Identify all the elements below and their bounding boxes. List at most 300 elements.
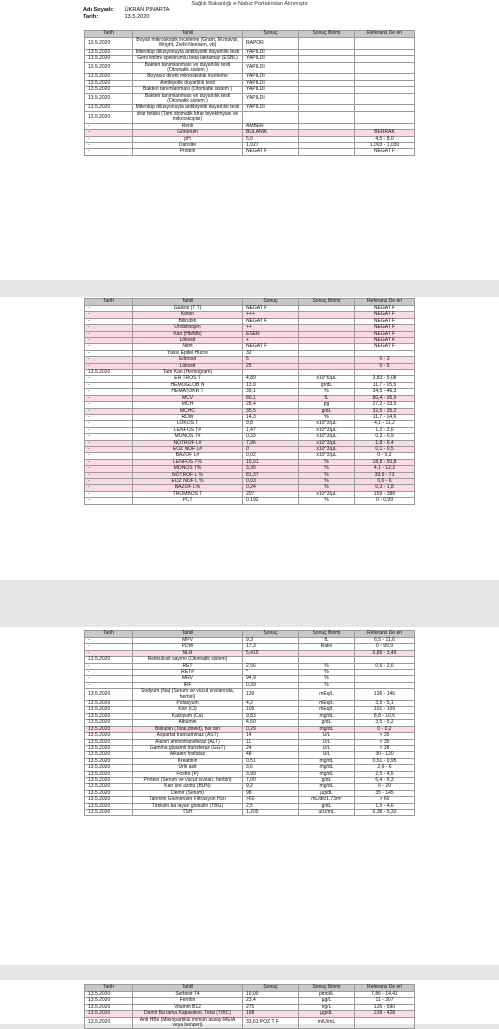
result-cell: 7,00: [243, 777, 299, 783]
date-cell: 13.5.2020: [85, 765, 133, 771]
date-cell: 13.5.2020: [85, 790, 133, 796]
unit-cell: %: [299, 485, 355, 491]
unit-cell: x10^3/µL: [299, 427, 355, 433]
test-name-cell: NÖTROF L %: [133, 472, 243, 478]
result-cell: 5,415: [243, 650, 299, 656]
result-cell: 25: [243, 363, 299, 369]
result-cell: 105: [243, 707, 299, 713]
result-cell: 24: [243, 745, 299, 751]
reference-cell: 6,4 - 8,3: [355, 777, 415, 783]
column-header: Tahlil: [133, 985, 243, 992]
date-cell: 13.5.2020: [85, 370, 133, 376]
test-name-cell: PDW: [133, 644, 243, 650]
table-row: [85, 111, 415, 123]
test-name-cell: MPV: [133, 638, 243, 644]
result-cell: 98: [243, 790, 299, 796]
column-header: Tahlil: [133, 631, 243, 638]
date-cell: -: [85, 650, 133, 656]
reference-cell: 39,9 - 73: [355, 472, 415, 478]
result-cell: 7,96: [243, 440, 299, 446]
result-cell: YAPILDI: [243, 49, 299, 55]
reference-cell: 0 - 0,2: [355, 726, 415, 732]
date-cell: -: [85, 440, 133, 446]
reference-cell: 11,7 - 15,5: [355, 382, 415, 388]
test-name-cell: pH: [133, 136, 243, 142]
result-cell: YAPILDI: [243, 62, 299, 74]
date-cell: 13.5.2020: [85, 38, 133, 50]
column-header: Sonuç Birimi: [299, 631, 355, 638]
test-name-cell: Bakteri tanımlanması ve duyarlılık testi (Otomatik sistem ): [133, 62, 243, 74]
test-name-cell: Geni letilmi spektrumlu beta laktamaz (ESBL): [133, 56, 243, 62]
unit-cell: x10^3/µL: [299, 446, 355, 452]
reference-cell: < 35: [355, 739, 415, 745]
unit-cell: µg/dL: [299, 1011, 355, 1017]
report-page-3: [0, 627, 499, 965]
table-row: [85, 149, 415, 155]
date-cell: -: [85, 670, 133, 676]
reference-cell: 2,6 - 6: [355, 765, 415, 771]
result-cell: 17,3: [243, 644, 299, 650]
result-cell: >60: [243, 797, 299, 803]
test-name-cell: EOZ NOF L %: [133, 478, 243, 484]
date-cell: 13.5.2020: [85, 1004, 133, 1010]
date-cell: 13.5.2020: [85, 739, 133, 745]
result-cell: 48: [243, 752, 299, 758]
unit-cell: U/L: [299, 733, 355, 739]
column-header: Sonuç: [243, 985, 299, 992]
reference-cell: > 60: [355, 797, 415, 803]
test-name-cell: Mikrotüp dilüsyonuyla antibiyotik duyarlılık testi: [133, 105, 243, 111]
unit-cell: mEq/L: [299, 701, 355, 707]
result-cell: 9,83: [243, 713, 299, 719]
test-name-cell: PCT: [133, 498, 243, 504]
result-cell: 1,47: [243, 427, 299, 433]
test-name-cell: Görünüm: [133, 130, 243, 136]
date-cell: -: [85, 472, 133, 478]
unit-cell: %: [299, 478, 355, 484]
test-name-cell: Alanin aminotransferaz (ALT): [133, 739, 243, 745]
result-cell: 15,01: [243, 459, 299, 465]
result-cell: NEGAT F: [243, 306, 299, 312]
test-name-cell: Mikrotüp dilüsyonuyla antibiyotik duyarlılık testi: [133, 49, 243, 55]
test-name-cell: RET#: [133, 670, 243, 676]
result-cell: 0,39: [243, 682, 299, 688]
reference-cell: 0,38 - 5,33: [355, 809, 415, 815]
date-cell: -: [85, 478, 133, 484]
result-cell: 14: [243, 733, 299, 739]
result-cell: NEGAT F: [243, 318, 299, 324]
table-row: [85, 689, 415, 701]
test-name-cell: Glukoz (T T): [133, 306, 243, 312]
report-page-2: [0, 297, 499, 580]
unit-cell: g/dL: [299, 408, 355, 414]
test-name-cell: BAZOF L#: [133, 453, 243, 459]
result-cell: BULANIK: [243, 130, 299, 136]
column-header: Tahlil: [133, 299, 243, 306]
result-cell: 13,9: [243, 382, 299, 388]
reference-cell: 0,51 - 0,95: [355, 758, 415, 764]
unit-cell: µg/L: [299, 998, 355, 1004]
patient-name-label: Adı Soyadı:: [83, 7, 114, 13]
date-cell: -: [85, 408, 133, 414]
date-cell: 13.5.2020: [85, 1011, 133, 1017]
reference-cell: 0,3 - 0,9: [355, 434, 415, 440]
test-name-cell: Klor (Cl): [133, 707, 243, 713]
reference-cell: BERRAK: [355, 130, 415, 136]
result-cell: 0,33: [243, 434, 299, 440]
date-cell: 13.5.2020: [85, 992, 133, 998]
unit-cell: x10^6/µL: [299, 376, 355, 382]
date-cell: -: [85, 149, 133, 155]
date-cell: 13.5.2020: [85, 771, 133, 777]
column-header: Referans De eri: [355, 631, 415, 638]
test-name-cell: Kreatinin: [133, 758, 243, 764]
date-cell: 13.5.2020: [85, 56, 133, 62]
result-cell: 81,37: [243, 472, 299, 478]
unit-cell: x10^3/µL: [299, 491, 355, 497]
unit-cell: µg/dL: [299, 790, 355, 796]
reference-cell: 0,3 - 1,8: [355, 485, 415, 491]
reference-cell: < 35: [355, 733, 415, 739]
test-name-cell: Vitamin B12: [133, 1004, 243, 1010]
reference-cell: NEGAT F: [355, 331, 415, 337]
date-cell: -: [85, 402, 133, 408]
result-cell: +: [243, 338, 299, 344]
date-cell: 13.5.2020: [85, 777, 133, 783]
column-header: Sonuç Birimi: [299, 31, 355, 38]
test-name-cell: MCV: [133, 395, 243, 401]
result-cell: 0,51: [243, 758, 299, 764]
result-cell: 9,3: [243, 638, 299, 644]
result-cell: 10,00: [243, 992, 299, 998]
unit-cell: gr/dL: [299, 382, 355, 388]
result-cell: AMBER: [243, 123, 299, 129]
test-name-cell: ER TROS T: [133, 376, 243, 382]
date-cell: -: [85, 318, 133, 324]
column-header: Tarih: [85, 31, 133, 38]
lab-results-table: [84, 630, 415, 816]
test-name-cell: MONOS T#: [133, 434, 243, 440]
test-name-cell: RDW: [133, 414, 243, 420]
unit-cell: pmol/L: [299, 992, 355, 998]
date-cell: -: [85, 338, 133, 344]
unit-cell: mEq/L: [299, 689, 355, 701]
test-name-cell: Tahmini Glomerüler Filtrasyon Hızı: [133, 797, 243, 803]
table-row: [85, 38, 415, 50]
result-cell: ESER: [243, 331, 299, 337]
result-cell: 0,24: [243, 485, 299, 491]
test-name-cell: Protein: [133, 149, 243, 155]
test-name-cell: Gamma glutamil transferaz (GGT): [133, 745, 243, 751]
date-cell: 13.5.2020: [85, 105, 133, 111]
test-name-cell: Demir Ba lama Kapasitesi, Total (TIBC): [133, 1011, 243, 1017]
test-name-cell: Lökosit: [133, 363, 243, 369]
result-cell: 14,3: [243, 414, 299, 420]
result-cell: 5,0: [243, 136, 299, 142]
lab-results-table: [84, 298, 415, 505]
unit-cell: x10^3/µL: [299, 434, 355, 440]
test-name-cell: RET: [133, 663, 243, 669]
unit-cell: %: [299, 389, 355, 395]
date-cell: 13.5.2020: [85, 784, 133, 790]
result-cell: 3,6: [243, 765, 299, 771]
result-cell: 23,4: [243, 998, 299, 1004]
date-cell: -: [85, 466, 133, 472]
reference-cell: 0,89 - 3,49: [355, 650, 415, 656]
test-name-cell: Kan (Hb/Mb): [133, 331, 243, 337]
reference-cell: 30 - 120: [355, 752, 415, 758]
test-name-cell: Bilirubin (Total,direkt), her biri: [133, 726, 243, 732]
table-row: [85, 498, 415, 504]
reference-cell: 159 - 388: [355, 491, 415, 497]
date-cell: 13.5.2020: [85, 707, 133, 713]
result-cell: NEGAT F: [243, 344, 299, 350]
test-name-cell: MCH: [133, 402, 243, 408]
test-name-cell: Dansite: [133, 142, 243, 148]
result-cell: 80,1: [243, 395, 299, 401]
result-cell: 0,03: [243, 478, 299, 484]
result-cell: 0,192: [243, 498, 299, 504]
result-cell: +++: [243, 312, 299, 318]
unit-cell: ng/L: [299, 1004, 355, 1010]
date-cell: -: [85, 414, 133, 420]
reference-cell: 3,83 - 5,08: [355, 376, 415, 382]
date-cell: -: [85, 357, 133, 363]
date-cell: 13.5.2020: [85, 745, 133, 751]
column-header: Sonuç Birimi: [299, 985, 355, 992]
result-cell: 33,61 POZ T F: [243, 1017, 299, 1029]
unit-cell: mg/dL: [299, 771, 355, 777]
test-name-cell: MONOS T%: [133, 466, 243, 472]
column-header: Sonuç: [243, 299, 299, 306]
date-cell: -: [85, 331, 133, 337]
result-cell: 0,29: [243, 726, 299, 732]
result-cell: 3,99: [243, 771, 299, 777]
reference-cell: 4,1 - 11,2: [355, 421, 415, 427]
reference-cell: 80,4 - 95,9: [355, 395, 415, 401]
result-cell: 2,5: [243, 803, 299, 809]
result-cell: YAPILDI: [243, 56, 299, 62]
report-date: 13.5.2020: [124, 14, 150, 20]
column-header: Sonuç: [243, 631, 299, 638]
unit-cell: %: [299, 676, 355, 682]
result-cell: 198: [243, 1011, 299, 1017]
date-cell: -: [85, 123, 133, 129]
result-cell: 1,205: [243, 809, 299, 815]
result-cell: YAPILDI: [243, 93, 299, 105]
test-name-cell: Ferritin: [133, 998, 243, 1004]
test-name-cell: Eritrosit: [133, 357, 243, 363]
result-cell: 4,50: [243, 720, 299, 726]
test-name-cell: EOZ NOF L#: [133, 446, 243, 452]
unit-cell: x10^3/µL: [299, 453, 355, 459]
date-cell: 13.5.2020: [85, 93, 133, 105]
date-cell: -: [85, 306, 133, 312]
date-cell: -: [85, 312, 133, 318]
unit-cell: mg/dL: [299, 713, 355, 719]
unit-cell: fL: [299, 395, 355, 401]
unit-cell: U/L: [299, 739, 355, 745]
date-cell: -: [85, 459, 133, 465]
date-cell: -: [85, 498, 133, 504]
date-cell: -: [85, 485, 133, 491]
reference-cell: 27,2 - 33,5: [355, 402, 415, 408]
reference-cell: 3,5 - 5,1: [355, 701, 415, 707]
date-cell: 13.5.2020: [85, 1017, 133, 1029]
test-name-cell: Tam Kan (Hemogram): [133, 370, 243, 376]
date-cell: -: [85, 663, 133, 669]
reference-cell: NEGAT F: [355, 149, 415, 155]
test-name-cell: HEMATOKR T: [133, 389, 243, 395]
unit-cell: mg/dL: [299, 765, 355, 771]
date-cell: 13.5.2020: [85, 657, 133, 663]
test-name-cell: Kalsiyum (Ca): [133, 713, 243, 719]
date-cell: -: [85, 389, 133, 395]
reference-cell: 0,6 - 6: [355, 478, 415, 484]
unit-cell: %: [299, 682, 355, 688]
test-name-cell: MRV: [133, 676, 243, 682]
result-cell: 28,4: [243, 402, 299, 408]
date-cell: 13.5.2020: [85, 111, 133, 123]
result-cell: 35,5: [243, 408, 299, 414]
unit-cell: x10^3/µL: [299, 421, 355, 427]
unit-cell: U/L: [299, 752, 355, 758]
unit-cell: %: [299, 466, 355, 472]
result-cell: 9,2: [243, 784, 299, 790]
unit-cell: [299, 62, 355, 74]
date-cell: -: [85, 644, 133, 650]
reference-cell: [355, 93, 415, 105]
reference-cell: 1,2 - 3,6: [355, 427, 415, 433]
date-cell: 13.5.2020: [85, 758, 133, 764]
reference-cell: 7,86 - 14,41: [355, 992, 415, 998]
test-name-cell: Fosfor (P): [133, 771, 243, 777]
date-cell: -: [85, 676, 133, 682]
patient-info: [0, 7, 499, 21]
result-cell: 207: [243, 491, 299, 497]
test-name-cell: Demir (Serum): [133, 790, 243, 796]
test-name-cell: Urobilinojen: [133, 325, 243, 331]
reference-cell: [355, 1017, 415, 1029]
unit-cell: mg/dL: [299, 758, 355, 764]
date-cell: 13.5.2020: [85, 726, 133, 732]
date-cell: -: [85, 325, 133, 331]
result-cell: 94,9: [243, 676, 299, 682]
unit-cell: mIU/mL: [299, 1017, 355, 1029]
result-cell: 9,8: [243, 421, 299, 427]
test-name-cell: Renk: [133, 123, 243, 129]
test-name-cell: Yassı Epitel Hücre: [133, 350, 243, 356]
unit-cell: g/dL: [299, 803, 355, 809]
test-name-cell: drar tetkiki (Tam otomatik idrar biyokimyası ve mikroskopisi): [133, 111, 243, 123]
result-cell: RAPOR: [243, 38, 299, 50]
table-row: [85, 62, 415, 74]
reference-cell: 1,8 - 6,4: [355, 440, 415, 446]
test-name-cell: Antibiyotik duyarlılık testi: [133, 80, 243, 86]
test-name-cell: TROMBOS T: [133, 491, 243, 497]
test-name-cell: Lökosit: [133, 338, 243, 344]
reference-cell: < 38: [355, 745, 415, 751]
reference-cell: 3,5 - 5,2: [355, 720, 415, 726]
result-cell: 275: [243, 1004, 299, 1010]
reference-cell: 18,8 - 50,8: [355, 459, 415, 465]
date-cell: 13.5.2020: [85, 62, 133, 74]
column-header: Tarih: [85, 985, 133, 992]
reference-cell: 6 - 20: [355, 784, 415, 790]
date-cell: -: [85, 682, 133, 688]
report-page-1: [0, 0, 499, 280]
date-cell: 13.5.2020: [85, 803, 133, 809]
date-cell: -: [85, 395, 133, 401]
column-header: Sonuç Birimi: [299, 299, 355, 306]
test-name-cell: Potasyum: [133, 701, 243, 707]
date-cell: 13.5.2020: [85, 713, 133, 719]
reference-cell: 101 - 109: [355, 707, 415, 713]
test-name-cell: MCHC: [133, 408, 243, 414]
result-cell: YAPILDI: [243, 80, 299, 86]
result-cell: 32: [243, 350, 299, 356]
column-header: Referans De eri: [355, 299, 415, 306]
result-cell: 0: [243, 446, 299, 452]
date-cell: -: [85, 142, 133, 148]
source-title: Sağlık Bakanlığı e-Nabız Portalından Alınmıştır: [191, 1, 308, 7]
reference-cell: 0,1 - 0,5: [355, 446, 415, 452]
test-name-cell: NLR: [133, 650, 243, 656]
test-name-cell: Protein (Serum ve vücut sıvıları, herbiri): [133, 777, 243, 783]
test-name-cell: LÖKOS T: [133, 421, 243, 427]
unit-cell: fL: [299, 638, 355, 644]
result-cell: 4,2: [243, 701, 299, 707]
result-cell: 1,027: [243, 142, 299, 148]
date-cell: 13.5.2020: [85, 74, 133, 80]
date-cell: 13.5.2020: [85, 720, 133, 726]
test-name-cell: Retikülosit sayımı (Otomatik sistem): [133, 657, 243, 663]
unit-cell: pg: [299, 402, 355, 408]
date-cell: 13.5.2020: [85, 809, 133, 815]
reference-cell: [355, 38, 415, 50]
reference-cell: NEGAT F: [355, 325, 415, 331]
report-date-label: Tarih:: [83, 14, 99, 20]
test-name-cell: Ürik asit: [133, 765, 243, 771]
result-cell: *: [243, 670, 299, 676]
reference-cell: 0 - 5: [355, 363, 415, 369]
test-name-cell: Sodyum (Na) (Serum ve vücut sıvılarında, herbiri): [133, 689, 243, 701]
date-cell: -: [85, 363, 133, 369]
result-cell: YAPILDI: [243, 105, 299, 111]
unit-cell: %: [299, 498, 355, 504]
date-cell: -: [85, 427, 133, 433]
reference-cell: 1,5 - 4,6: [355, 803, 415, 809]
test-name-cell: Nitrit: [133, 344, 243, 350]
date-cell: 13.5.2020: [85, 80, 133, 86]
reference-cell: 0 - 0,2: [355, 453, 415, 459]
unit-cell: mg/dL: [299, 784, 355, 790]
unit-cell: g/dL: [299, 777, 355, 783]
date-cell: 13.5.2020: [85, 797, 133, 803]
result-cell: NEGAT F: [243, 149, 299, 155]
date-cell: -: [85, 446, 133, 452]
reference-cell: 35 - 145: [355, 790, 415, 796]
date-cell: -: [85, 638, 133, 644]
result-cell: [243, 111, 299, 123]
date-cell: -: [85, 453, 133, 459]
unit-cell: %: [299, 670, 355, 676]
result-cell: 11: [243, 739, 299, 745]
test-name-cell: HEMOGLOB N: [133, 382, 243, 388]
test-name-cell: BAZOF L%: [133, 485, 243, 491]
column-header: Referans De eri: [355, 31, 415, 38]
reference-cell: NEGAT F: [355, 338, 415, 344]
